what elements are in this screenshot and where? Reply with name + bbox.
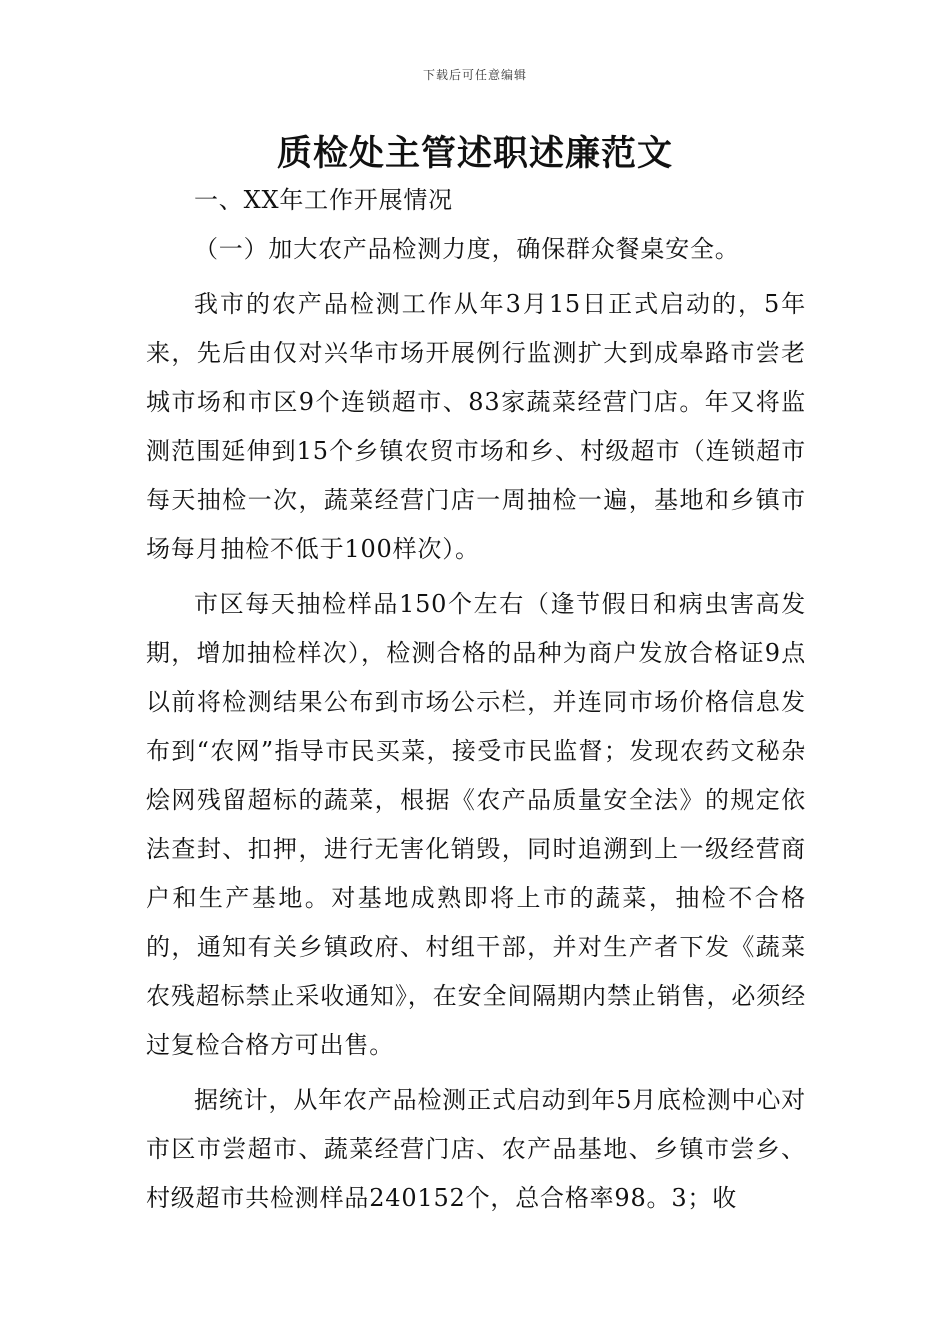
body-paragraph: 我市的农产品检测工作从年3月15日正式启动的，5年来，先后由仅对兴华市场开展例行监测扩大到成皋路市尝老城市场和市区9个连锁超市、83家蔬菜经营门店。年又将监测范围延伸到15个乡镇农贸市场和乡、村级超市（连锁超市每天抽检一次，蔬菜经营门店一周抽检一遍，基地和乡镇市场每月抽检不低于100样次）。 — [146, 290, 806, 563]
document-title: 质检处主管述职述廉范文 — [276, 134, 673, 174]
body-paragraph: 市区每天抽检样品150个左右（逢节假日和病虫害高发期，增加抽检样次），检测合格的品种为商户发放合格证9点以前将检测结果公布到市场公示栏，并连同市场价格信息发布到“农网”指导市民买菜，接受市民监督；发现农药文秘杂烩网残留超标的蔬菜，根据《农产品质量安全法》的规定依法查封、扣押，进行无害化销毁，同时追溯到上一级经营商户和生产基地。对基地成熟即将上市的蔬菜，抽检不合格的，通知有关乡镇政府、村组干部，并对生产者下发《蔬菜农残超标禁止采收通知》，在安全间隔期内禁止销售，必须经过复检合格方可出售。 — [146, 590, 806, 1059]
section-heading: 一、XX年工作开展情况 — [194, 186, 453, 214]
document-body — [146, 176, 806, 1223]
header-note: 下载后可任意编辑 — [422, 68, 527, 82]
body-paragraph: 据统计，从年农产品检测正式启动到年5月底检测中心对市区市尝超市、蔬菜经营门店、农产品基地、乡镇市尝乡、村级超市共检测样品240152个，总合格率98。3；收 — [146, 1086, 806, 1212]
subsection-heading: （一）加大农产品检测力度，确保群众餐桌安全。 — [194, 235, 740, 263]
